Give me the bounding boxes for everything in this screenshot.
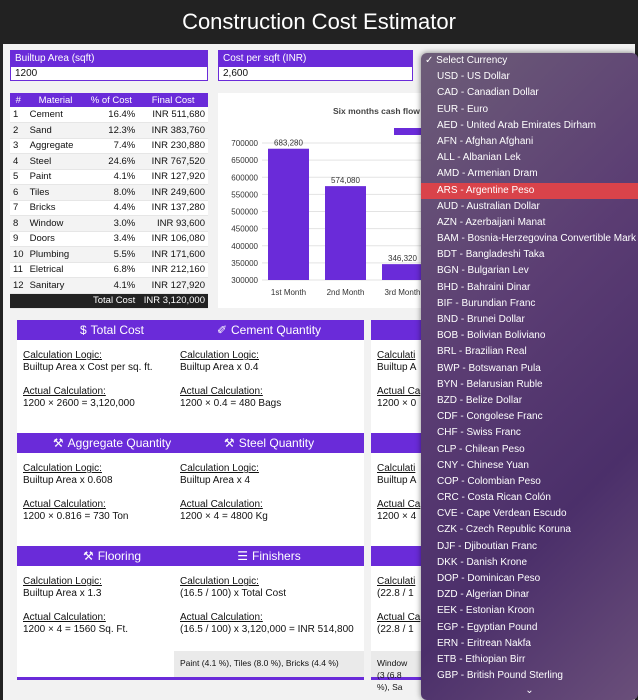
- currency-option[interactable]: CNY - Chinese Yuan: [437, 459, 529, 471]
- table-header: #: [10, 93, 27, 107]
- cost-per-sqft-label: Cost per sqft (INR): [219, 51, 412, 67]
- currency-option[interactable]: EUR - Euro: [437, 103, 489, 115]
- currency-option[interactable]: BZD - Belize Dollar: [437, 394, 523, 406]
- currency-option[interactable]: GBP - British Pound Sterling: [437, 670, 563, 682]
- chart-title: Six months cash flow: [333, 106, 420, 116]
- currency-option[interactable]: BRL - Brazilian Real: [437, 346, 527, 358]
- currency-option[interactable]: EEK - Estonian Kroon: [437, 605, 535, 617]
- calc-card: [371, 546, 421, 692]
- currency-option[interactable]: DKK - Danish Krone: [437, 556, 528, 568]
- table-cell: INR 767,520: [138, 154, 208, 170]
- table-cell: 6: [10, 185, 27, 201]
- table-cell: 8: [10, 216, 27, 232]
- x-tick-label: 2nd Month: [326, 288, 365, 297]
- calc-card-label: Actual Calculation:: [23, 499, 106, 510]
- table-cell: 5.5%: [84, 247, 138, 263]
- card-icon: ✐: [216, 323, 227, 337]
- calc-card-text: Builtup Area x 1.3: [23, 588, 102, 599]
- calc-card-title: Flooring: [97, 549, 142, 563]
- currency-option[interactable]: CHF - Swiss Franc: [437, 427, 521, 439]
- calc-card-title: Steel Quantity: [238, 436, 315, 450]
- table-cell: INR 249,600: [138, 185, 208, 201]
- table-cell: 9: [10, 231, 27, 247]
- table-cell: INR 106,080: [138, 231, 208, 247]
- page-title: Construction Cost Estimator: [0, 0, 638, 44]
- cash-flow-chart: [218, 93, 423, 308]
- calc-card-label: Calculation Logic:: [23, 576, 102, 587]
- material-cost-table: [10, 93, 208, 309]
- table-cell: 24.6%: [84, 154, 138, 170]
- table-row: [10, 216, 208, 232]
- calc-card-text: [180, 487, 358, 499]
- table-cell: 3.0%: [84, 216, 138, 232]
- currency-option[interactable]: AMD - Armenian Dram: [437, 168, 538, 180]
- calc-card-label: Calculation Logic:: [180, 350, 259, 361]
- table-row: [10, 200, 208, 216]
- table-cell: 7.4%: [84, 138, 138, 154]
- table-header: Final Cost: [138, 93, 208, 107]
- table-row: [10, 169, 208, 185]
- calc-card-footer: Window (3 (6.8 %), Sa: [371, 651, 421, 677]
- table-cell: Window: [27, 216, 85, 232]
- calc-card-label: Actual Calculation:: [180, 386, 263, 397]
- table-cell: 12.3%: [84, 123, 138, 139]
- table-cell: 16.4%: [84, 107, 138, 123]
- y-tick-label: 550000: [231, 190, 258, 200]
- card-icon: $: [79, 323, 87, 337]
- data-label: 574,080: [331, 176, 360, 186]
- currency-option[interactable]: USD - US Dollar: [437, 71, 510, 83]
- x-tick-label: 3rd Month: [384, 288, 421, 297]
- calc-card-label: Actual Ca: [377, 499, 421, 510]
- calc-card-label: Actual Calculation:: [23, 612, 106, 623]
- table-cell: INR 127,920: [138, 278, 208, 294]
- currency-option[interactable]: AUD - Australian Dollar: [437, 200, 540, 212]
- table-cell: Cement: [27, 107, 85, 123]
- currency-option[interactable]: BND - Brunei Dollar: [437, 314, 525, 325]
- currency-option[interactable]: EGP - Egyptian Pound: [437, 621, 538, 633]
- table-cell: 1: [10, 107, 27, 123]
- calc-card-label: Calculati: [377, 576, 416, 587]
- table-cell: 3: [10, 138, 27, 154]
- currency-option[interactable]: CVE - Cape Verdean Escudo: [437, 508, 567, 520]
- calc-card-title: Total Cost: [90, 323, 145, 337]
- currency-option[interactable]: BWP - Botswanan Pula: [437, 362, 541, 374]
- calc-card-text: 1200 × 4: [377, 511, 417, 522]
- table-cell: 6.8%: [84, 262, 138, 278]
- table-cell: 4.1%: [84, 278, 138, 294]
- table-cell: 4.4%: [84, 200, 138, 216]
- calc-card-text: Builtup Area x 4: [180, 475, 251, 486]
- table-cell: 4: [10, 154, 27, 170]
- cost-per-sqft-input[interactable]: 2,600: [223, 68, 249, 79]
- table-cell: INR 93,600: [138, 216, 208, 232]
- table-cell: Aggregate: [27, 138, 85, 154]
- calc-card-body: [371, 340, 421, 420]
- currency-option[interactable]: CDF - Congolese Franc: [437, 411, 543, 423]
- table-row: [10, 123, 208, 139]
- legend-swatch: [394, 128, 424, 135]
- table-cell: 8.0%: [84, 185, 138, 201]
- y-tick-label: 500000: [231, 207, 258, 217]
- builtup-area-input[interactable]: 1200: [15, 68, 38, 79]
- calc-card-body: [174, 453, 364, 533]
- table-row: [10, 262, 208, 278]
- table-row: [10, 185, 208, 201]
- calc-card-header: [174, 320, 364, 340]
- table-cell: Bricks: [27, 200, 85, 216]
- calc-card-body: [174, 566, 364, 646]
- calc-card-label: Actual Ca: [377, 386, 421, 397]
- calc-card-label: Calculation Logic:: [23, 463, 102, 474]
- calc-card-text: Builtup Area x 0.4: [180, 362, 259, 373]
- calc-card-text: (16.5 / 100) x 3,120,000 = INR 514,800: [180, 624, 354, 635]
- table-cell: INR 127,920: [138, 169, 208, 185]
- table-cell: Tiles: [27, 185, 85, 201]
- currency-option[interactable]: AFN - Afghan Afghani: [437, 135, 534, 147]
- currency-option[interactable]: BYN - Belarusian Ruble: [437, 378, 543, 390]
- calc-card-text: Builtup A: [377, 362, 417, 373]
- card-icon: ⚒: [52, 436, 64, 450]
- currency-option[interactable]: AZN - Azerbaijani Manat: [437, 216, 546, 228]
- currency-dropdown[interactable]: [421, 53, 638, 700]
- table-row: [10, 107, 208, 123]
- y-tick-label: 700000: [231, 139, 258, 148]
- table-cell: Plumbing: [27, 247, 85, 263]
- calc-card-body: [371, 566, 421, 646]
- table-row: [10, 154, 208, 170]
- calc-card-header: [371, 320, 421, 340]
- table-header: Material: [27, 93, 85, 107]
- table-cell: Eletrical: [27, 262, 85, 278]
- table-cell: INR 171,600: [138, 247, 208, 263]
- calc-card-title: Aggregate Quantity: [67, 436, 172, 450]
- calc-card-footer: Paint (4.1 %), Tiles (8.0 %), Bricks (4.4 %): [174, 651, 364, 677]
- calc-card-label: Actual Calculation:: [180, 499, 263, 510]
- card-icon: ⚒: [223, 436, 235, 450]
- calc-card-text: Builtup Area x 0.608: [23, 475, 113, 486]
- calc-card-text: 1200 × 4 = 4800 Kg: [180, 511, 268, 522]
- currency-option[interactable]: BGN - Bulgarian Lev: [437, 265, 529, 277]
- currency-option[interactable]: AED - United Arab Emirates Dirham: [437, 119, 596, 131]
- calc-card-text: Builtup Area x Cost per sq. ft.: [23, 362, 153, 373]
- table-row: [10, 231, 208, 247]
- table-cell: 12: [10, 278, 27, 294]
- calc-card-text: (16.5 / 100) x Total Cost: [180, 588, 286, 599]
- card-icon: ⚒: [82, 549, 94, 563]
- y-tick-label: 650000: [231, 156, 258, 166]
- table-cell: 10: [10, 247, 27, 263]
- table-cell: Steel: [27, 154, 85, 170]
- calc-card-label: Calculation Logic:: [180, 463, 259, 474]
- calc-card-body: [174, 340, 364, 420]
- currency-option[interactable]: ALL - Albanian Lek: [437, 152, 521, 164]
- table-row: [10, 138, 208, 154]
- currency-option[interactable]: DJF - Djiboutian Franc: [437, 540, 538, 552]
- calc-card-text: 1200 × 0: [377, 398, 417, 409]
- bar: [325, 186, 366, 280]
- table-row: [10, 278, 208, 294]
- currency-option[interactable]: BAM - Bosnia-Herzegovina Convertible Mark: [437, 233, 636, 245]
- y-tick-label: 300000: [231, 276, 258, 285]
- table-header: % of Cost: [84, 93, 138, 107]
- table-cell: Doors: [27, 231, 85, 247]
- data-label: 346,320: [388, 254, 417, 264]
- builtup-area-label: Builtup Area (sqft): [11, 51, 207, 67]
- table-total-row: Total Cost INR 3,120,000: [10, 293, 208, 309]
- table-cell: 3.4%: [84, 231, 138, 247]
- calc-card-text: [180, 600, 358, 612]
- calc-card-header: [174, 433, 364, 453]
- table-cell: INR 383,760: [138, 123, 208, 139]
- calc-card-text: [180, 374, 358, 386]
- y-tick-label: 400000: [231, 241, 258, 251]
- calc-card-header: [371, 433, 421, 453]
- y-tick-label: 600000: [231, 173, 258, 183]
- table-cell: Paint: [27, 169, 85, 185]
- table-cell: 7: [10, 200, 27, 216]
- currency-option[interactable]: CZK - Czech Republic Koruna: [437, 524, 571, 536]
- calc-card-title: Cement Quantity: [231, 323, 322, 337]
- table-cell: 5: [10, 169, 27, 185]
- calc-card-label: Calculation Logic:: [23, 350, 102, 361]
- table-cell: INR 212,160: [138, 262, 208, 278]
- bar: [382, 264, 423, 280]
- currency-option[interactable]: ETB - Ethiopian Birr: [437, 653, 526, 665]
- table-cell: 2: [10, 123, 27, 139]
- calc-card-text: [377, 487, 415, 499]
- calc-card-label: Calculation Logic:: [180, 576, 259, 587]
- table-cell: INR 137,280: [138, 200, 208, 216]
- currency-option[interactable]: BOB - Bolivian Boliviano: [437, 330, 546, 342]
- calc-card-label: Actual Ca: [377, 612, 421, 623]
- table-cell: 11: [10, 262, 27, 278]
- calc-card-label: Actual Calculation:: [180, 612, 263, 623]
- table-cell: 4.1%: [84, 169, 138, 185]
- currency-option[interactable]: ✓ Select Currency: [425, 55, 508, 66]
- currency-option[interactable]: COP - Colombian Peso: [437, 475, 541, 487]
- builtup-area-field[interactable]: [10, 50, 208, 81]
- y-tick-label: 350000: [231, 258, 258, 268]
- y-tick-label: 450000: [231, 224, 258, 234]
- calc-card-text: (22.8 / 1: [377, 624, 414, 635]
- calc-card-header: [371, 546, 421, 566]
- table-row: [10, 247, 208, 263]
- table-cell: Sand: [27, 123, 85, 139]
- table-cell: INR 230,880: [138, 138, 208, 154]
- currency-option[interactable]: CAD - Canadian Dollar: [437, 87, 539, 99]
- calc-card-text: 1200 × 0.816 = 730 Ton: [23, 511, 129, 522]
- calc-card-body: [371, 453, 421, 533]
- calc-card-label: Calculati: [377, 463, 416, 474]
- calc-card-header: [174, 546, 364, 566]
- calc-card-label: Calculati: [377, 350, 416, 361]
- data-label: 683,280: [274, 138, 303, 148]
- card-icon: ☰: [237, 549, 249, 563]
- calc-card-text: 1200 × 2600 = 3,120,000: [23, 398, 135, 409]
- currency-option[interactable]: DZD - Algerian Dinar: [437, 589, 530, 601]
- calc-card-text: (22.8 / 1: [377, 588, 414, 599]
- scroll-down-icon[interactable]: ⌄: [525, 685, 534, 696]
- calc-card-text: 1200 × 4 = 1560 Sq. Ft.: [23, 624, 129, 635]
- currency-option[interactable]: ERN - Eritrean Nakfa: [437, 637, 531, 649]
- currency-option[interactable]: BDT - Bangladeshi Taka: [437, 249, 545, 261]
- currency-option[interactable]: DOP - Dominican Peso: [437, 573, 541, 584]
- x-tick-label: 1st Month: [270, 288, 307, 297]
- calc-card-label: Actual Calculation:: [23, 386, 106, 397]
- bar: [268, 149, 309, 280]
- currency-option[interactable]: CRC - Costa Rican Colón: [437, 492, 551, 504]
- calc-card-text: [377, 374, 415, 386]
- currency-option[interactable]: BIF - Burundian Franc: [437, 297, 536, 309]
- calc-card-text: [377, 600, 415, 612]
- cash-flow-chart-svg: [218, 93, 423, 308]
- currency-option[interactable]: ARS - Argentine Peso: [421, 183, 638, 199]
- calc-card-text: 1200 × 0.4 = 480 Bags: [180, 398, 282, 409]
- table-cell: INR 511,680: [138, 107, 208, 123]
- cost-per-sqft-field[interactable]: [218, 50, 413, 81]
- calc-card-text: Builtup A: [377, 475, 417, 486]
- calc-card: [174, 546, 364, 680]
- table-cell: Sanitary: [27, 278, 85, 294]
- currency-option[interactable]: CLP - Chilean Peso: [437, 443, 525, 455]
- calc-card-title: Finishers: [252, 549, 301, 563]
- currency-option[interactable]: BHD - Bahraini Dinar: [437, 281, 531, 293]
